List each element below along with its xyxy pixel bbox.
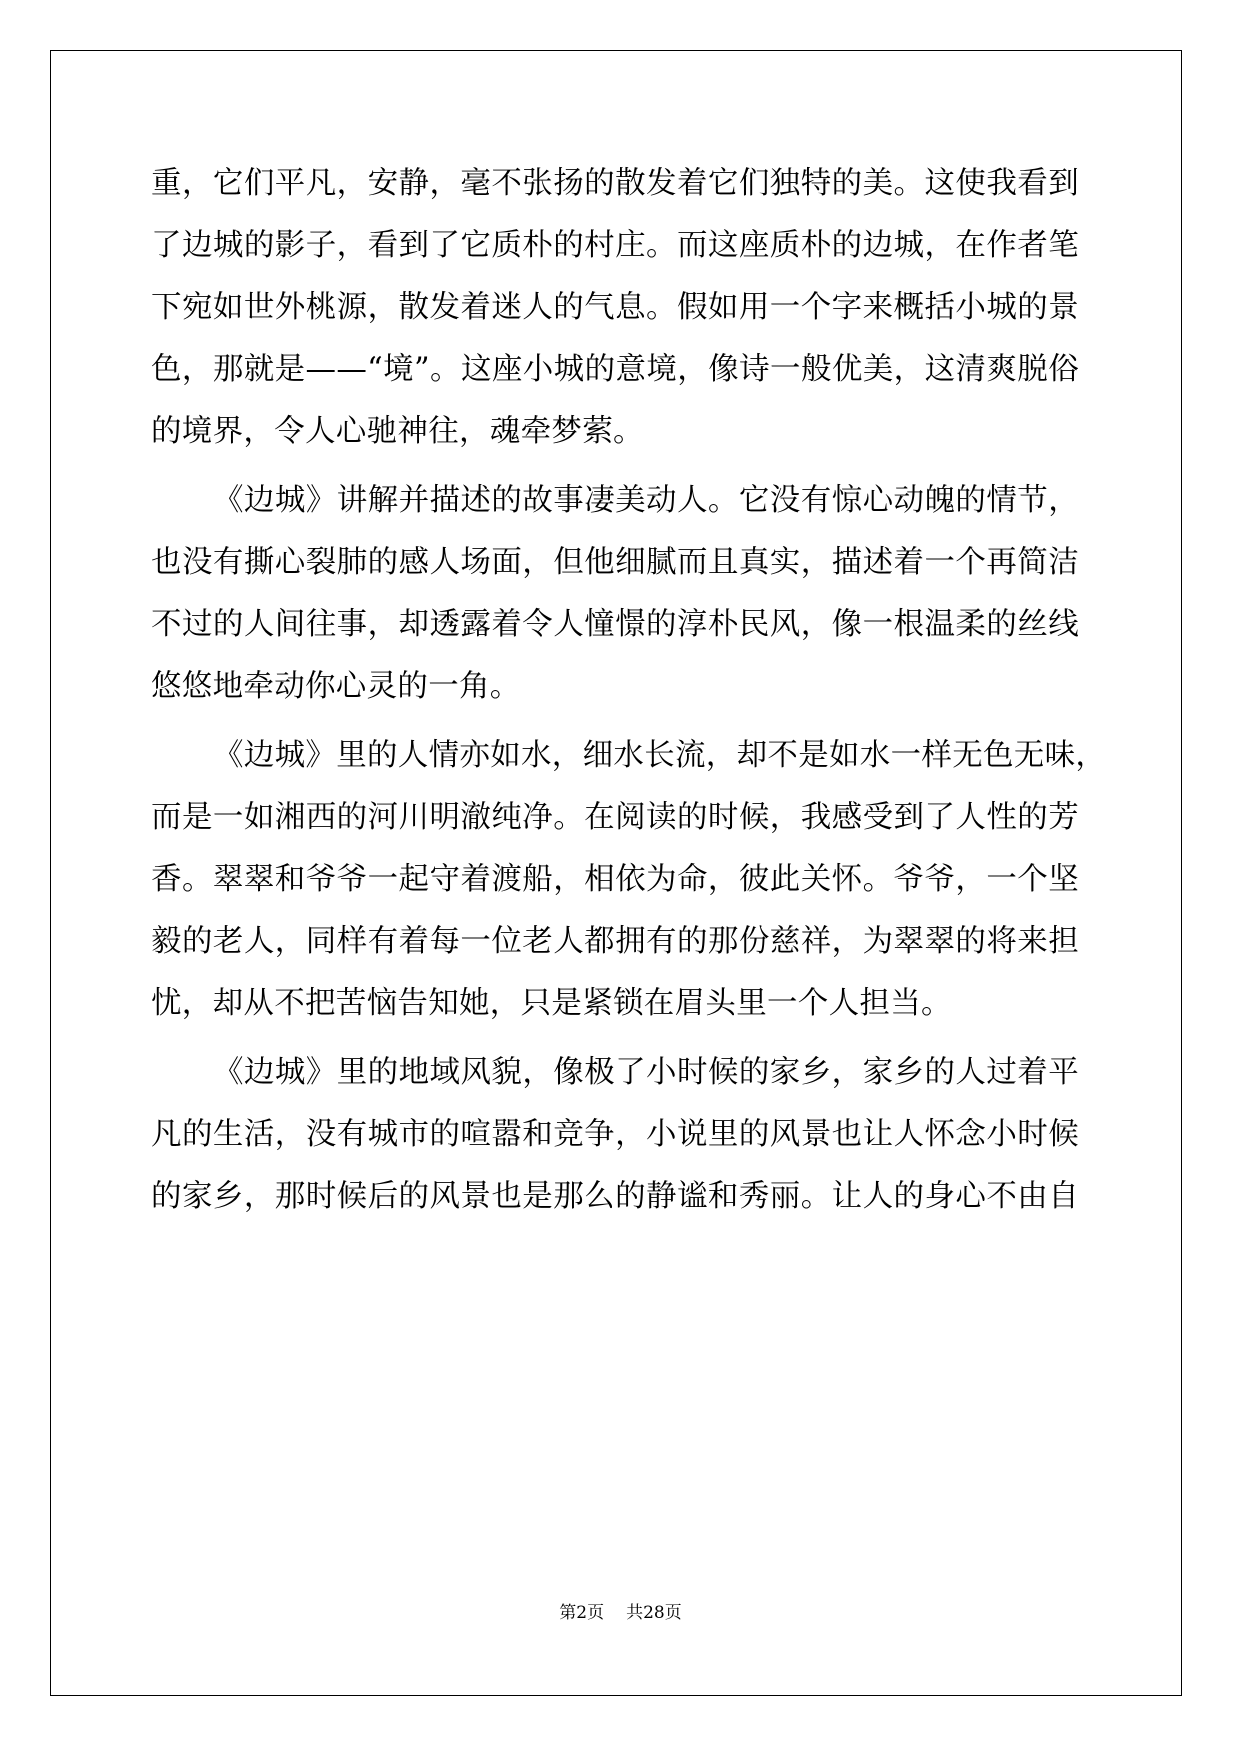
paragraph-2-line-2: 也没有撕心裂肺的感人场面，但他细腻而且真实，描述着一个再简洁: [151, 545, 1079, 580]
paragraph-4-line-3: 的家乡，那时候后的风景也是那么的静谧和秀丽。让人的身心不由自: [151, 1179, 1079, 1214]
paragraph-1-line-5: 的境界，令人心驰神往，魂牵梦萦。: [151, 414, 644, 449]
paragraph-1-line-3: 下宛如世外桃源，散发着迷人的气息。假如用一个字来概括小城的景: [151, 290, 1079, 325]
page-number-current: 第2页: [559, 1603, 605, 1623]
paragraph-3-line-4: 毅的老人，同样有着每一位老人都拥有的那份慈祥，为翠翠的将来担: [151, 924, 1079, 959]
paragraph-4-line-1: 《边城》里的地域风貌，像极了小时候的家乡，家乡的人过着平: [213, 1055, 1079, 1090]
paragraph-3-line-3: 香。翠翠和爷爷一起守着渡船，相依为命，彼此关怀。爷爷，一个坚: [151, 862, 1079, 897]
page-footer: [0, 1602, 1241, 1624]
paragraph-3-line-2: 而是一如湘西的河川明澈纯净。在阅读的时候，我感受到了人性的芳: [151, 800, 1079, 835]
paragraph-1-line-1: 重，它们平凡，安静，毫不张扬的散发着它们独特的美。这使我看到: [151, 166, 1079, 201]
paragraph-1-line-2: 了边城的影子，看到了它质朴的村庄。而这座质朴的边城，在作者笔: [151, 228, 1079, 263]
paragraph-2-line-1: 《边城》讲解并描述的故事凄美动人。它没有惊心动魄的情节，: [213, 483, 1079, 518]
paragraph-2-line-4: 悠悠地牵动你心灵的一角。: [151, 669, 521, 704]
paragraph-3-line-1: 《边城》里的人情亦如水，细水长流，却不是如水一样无色无味，: [213, 738, 1107, 773]
page-number-total: 共28页: [626, 1603, 682, 1623]
paragraph-4-line-2: 凡的生活，没有城市的喧嚣和竞争，小说里的风景也让人怀念小时候: [151, 1117, 1079, 1152]
paragraph-1-line-4: 色，那就是——“境”。这座小城的意境，像诗一般优美，这清爽脱俗: [151, 352, 1079, 387]
paragraph-2-line-3: 不过的人间往事，却透露着令人憧憬的淳朴民风，像一根温柔的丝线: [151, 607, 1079, 642]
paragraph-3-line-5: 忧，却从不把苦恼告知她，只是紧锁在眉头里一个人担当。: [151, 986, 952, 1021]
